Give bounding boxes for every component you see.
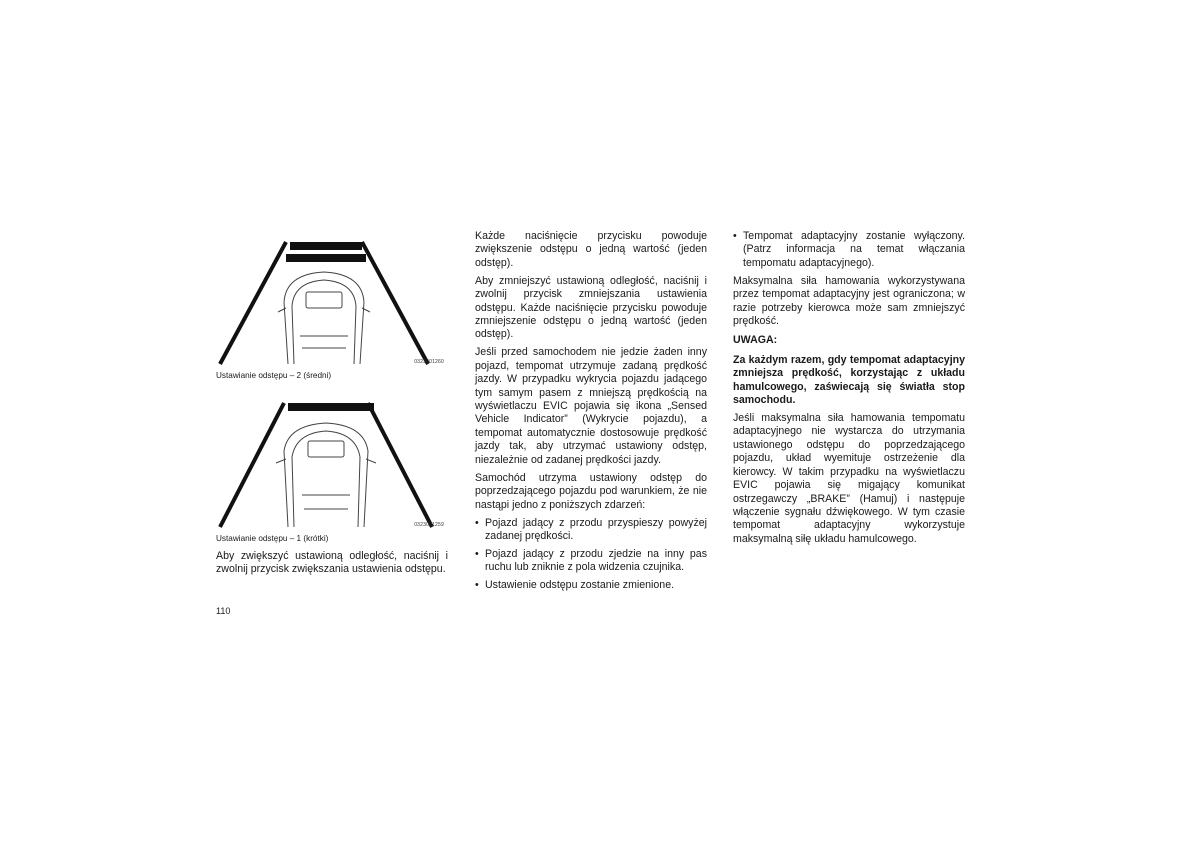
paragraph: Każde naciśnięcie przycisku powoduje zwiększenie odstępu o jedną wartość (jeden odstęp). bbox=[475, 230, 707, 269]
note-heading: UWAGA: bbox=[733, 334, 778, 347]
column-right bbox=[733, 230, 965, 551]
paragraph: Jeśli przed samochodem nie jedzie żaden inny pojazd, tempomat utrzymuje zadaną prędkość jazdy. W przypadku wykrycia pojazdu jadącego tym samym pasem z mniejszą prędkością na wyświetlaczu EVIC pojawia się ikona „Sensed Vehicle Indicator” (Wykrycie pojazdu), a tempomat automatycznie dostosowuje prędkość jazdy tak, aby utrzymać ustawiony odstęp, niezależnie od zadanej prędkości jazdy. bbox=[475, 346, 707, 466]
list-item: • Pojazd jadący z przodu przyspieszy powyżej zadanej prędkości. bbox=[475, 517, 707, 544]
figure-code: 0323001259 bbox=[414, 521, 444, 528]
car-following-illustration-medium bbox=[216, 236, 448, 366]
page-number: 110 bbox=[216, 606, 231, 616]
list-item: • Ustawienie odstępu zostanie zmienione. bbox=[475, 579, 707, 592]
bullet-list bbox=[733, 230, 965, 270]
paragraph: Maksymalna siła hamowania wykorzystywana przez tempomat adaptacyjny jest ograniczona; w razie potrzeby kierowca może sam zmniejszyć prędkość. bbox=[733, 274, 965, 328]
figure-distance-1 bbox=[216, 399, 448, 529]
list-item: • Pojazd jadący z przodu zjedzie na inny pas ruchu lub zniknie z pola widzenia czujnika. bbox=[475, 548, 707, 575]
column-left bbox=[216, 236, 448, 581]
warning-text: Za każdym razem, gdy tempomat adaptacyjny zmniejsza prędkość, korzystając z układu hamulcowego, zaświecają się światła stop samochodu. bbox=[733, 353, 965, 407]
bullet-list bbox=[475, 517, 707, 593]
figure-caption: Ustawianie odstępu – 1 (krótki) bbox=[216, 533, 329, 543]
column-middle bbox=[475, 230, 707, 597]
paragraph: Jeśli maksymalna siła hamowania tempomatu adaptacyjnego nie wystarcza do utrzymania ustawionego odstępu do poprzedzającego pojazdu, układ wyemituje ostrzeżenie dla kierowcy. W takim przypadku na wyświetlaczu EVIC pojawia się migający komunikat ostrzegawczy „BRAKE” (Hamuj) i następuje włączenie sygnału dźwiękowego. W tym czasie tempomat adaptacyjny wykorzystuje maksymalną siłę układu hamulcowego. bbox=[733, 412, 965, 545]
car-following-illustration-short bbox=[216, 399, 448, 529]
figure-code: 0323001260 bbox=[414, 359, 444, 365]
list-item: • Tempomat adaptacyjny zostanie wyłączony. (Patrz informacja na temat włączania tempomatu adaptacyjnego). bbox=[733, 230, 965, 270]
paragraph: Aby zwiększyć ustawioną odległość, naciśnij i zwolnij przycisk zwiększania ustawienia odstępu. bbox=[216, 549, 448, 575]
paragraph: Aby zmniejszyć ustawioną odległość, naciśnij i zwolnij przycisk zmniejszania ustawienia odstępu. Każde naciśnięcie przycisku powoduje zmniejszenie odstępu o jedną wartość (jeden odstęp). bbox=[475, 274, 707, 341]
figure-caption: Ustawianie odstępu – 2 (średni) bbox=[216, 371, 332, 380]
figure-distance-2 bbox=[216, 236, 448, 366]
paragraph: Samochód utrzyma ustawiony odstęp do poprzedzającego pojazdu pod warunkiem, że nie nastąpi jedno z poniższych zdarzeń: bbox=[475, 471, 707, 511]
